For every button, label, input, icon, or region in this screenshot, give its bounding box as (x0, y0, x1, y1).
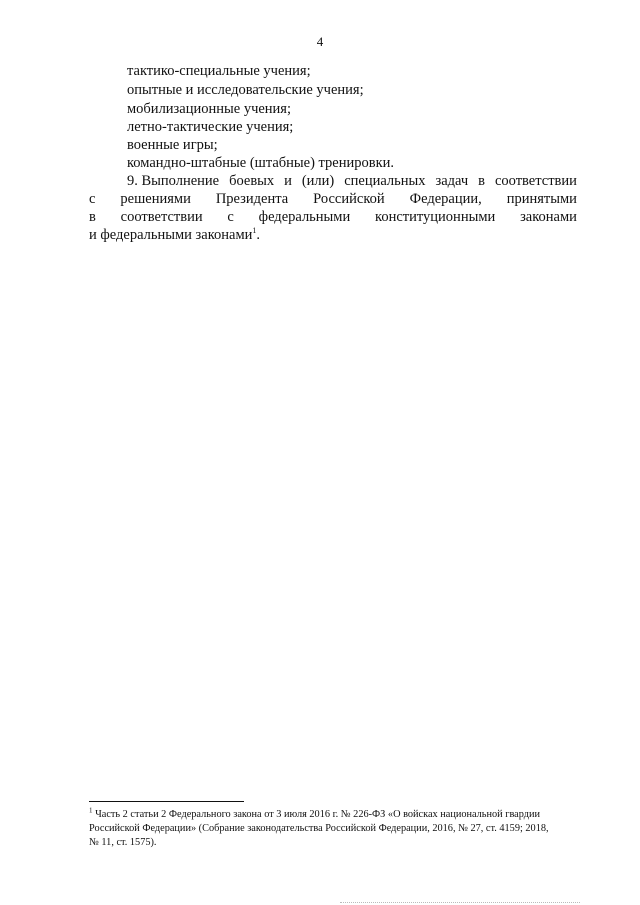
word: и (284, 173, 292, 189)
word: боевых (229, 173, 275, 189)
word: Российской (313, 191, 385, 207)
list-item: командно-штабные (штабные) тренировки. (127, 155, 395, 171)
list-item: военные игры; (127, 137, 218, 153)
footnote-line-2: Российской Федерации» (Собрание законодательства Российской Федерации, 2016, № 27, ст. 4159; 2018, (89, 823, 549, 834)
page-number: 4 (316, 34, 324, 49)
word: конституционными (375, 209, 496, 225)
list-item: летно-тактические учения; (127, 119, 294, 135)
scan-edge-divider (340, 902, 580, 903)
footnote-separator (89, 801, 244, 802)
word: соответствии (494, 173, 577, 189)
list-item: опытные и исследовательские учения; (127, 82, 364, 98)
paragraph-9-line-4 (89, 227, 577, 244)
word: специальных (344, 173, 426, 189)
paragraph-9-line-3 (89, 209, 577, 226)
word: законами (520, 209, 577, 225)
word: Президента (215, 191, 289, 207)
footnote-line-1 (89, 806, 579, 820)
word: (или) (301, 173, 335, 189)
paragraph-9-line-1 (127, 173, 577, 190)
paragraph-9-line-2 (89, 191, 577, 208)
list-item: тактико-специальные учения; (127, 63, 311, 79)
footnote-text: Часть 2 статьи 2 Федерального закона от 3 июля 2016 г. № 226-ФЗ «О войсках национальной гвардии (95, 809, 541, 820)
word: федеральными (258, 209, 351, 225)
word: с (227, 209, 234, 225)
period: . (256, 227, 261, 243)
word: в (89, 209, 96, 225)
word: решениями (120, 191, 191, 207)
paragraph-text: и федеральными законами (89, 227, 253, 243)
word: задач (435, 173, 469, 189)
list-item: мобилизационные учения; (127, 101, 292, 117)
word: принятыми (506, 191, 577, 207)
word: в (478, 173, 486, 189)
footnote-line-3: № 11, ст. 1575). (89, 837, 157, 848)
word: с (89, 191, 96, 207)
word: 9. Выполнение (127, 173, 220, 189)
word: соответствии (120, 209, 203, 225)
word: Федерации, (409, 191, 482, 207)
footnote-marker: 1 (89, 806, 93, 815)
footnote-reference[interactable]: 1 (252, 226, 257, 236)
